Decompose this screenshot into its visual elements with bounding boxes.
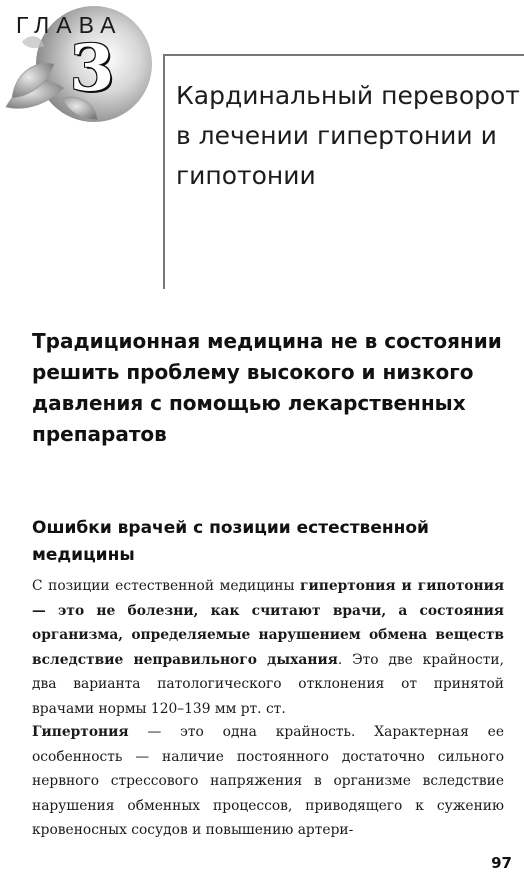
- page-number: 97: [491, 854, 512, 872]
- paragraph-2: [32, 720, 504, 843]
- title-frame-horizontal: [163, 54, 524, 56]
- section-heading: Традиционная медицина не в состоянии решить проблему высокого и низкого давления с помощью лекарственных препаратов: [32, 329, 502, 446]
- paragraph-1-intro: С позиции естественной медицины: [32, 578, 301, 594]
- paragraph-1: [32, 574, 504, 721]
- paragraph-2-bold: Гипертония: [32, 724, 129, 740]
- paragraph-1-rest: . Это две крайности, два варианта патологического отклонения от принятой врачами нормы 120–139 мм рт. ст.: [32, 651, 504, 717]
- paragraph-2-rest: — это одна крайность. Характерная ее особенность — наличие постоянного достаточно сильного нервного стрессового напряжения в организме вследствие нарушения обменных процессов, приводящего к сужению кровеносных сосудов и повышению артери-: [32, 724, 504, 838]
- paragraph-1-bold: гипертония и гипотония — это не болезни, как считают врачи, а состояния организма, определяемые нарушением обмена веществ вследствие неправильного дыхания: [32, 578, 505, 668]
- title-frame-vertical: [163, 54, 165, 289]
- chapter-number: 3: [69, 31, 115, 106]
- chapter-label: ГЛАВА: [16, 12, 123, 38]
- subsection-heading: Ошибки врачей с позиции естественной медицины: [32, 518, 429, 565]
- chapter-title: Кардинальный переворот в лечении гипертонии и гипотонии: [176, 81, 520, 190]
